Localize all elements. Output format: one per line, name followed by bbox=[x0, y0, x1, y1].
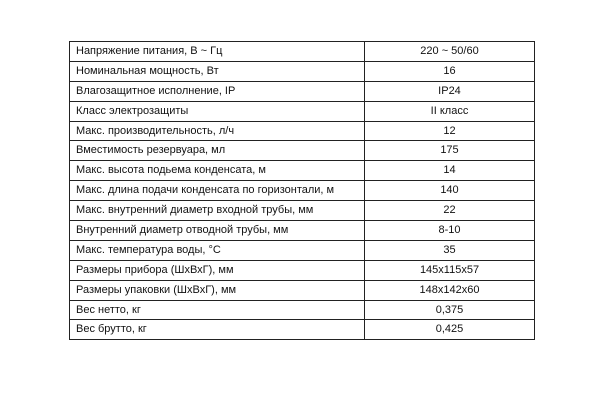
param-cell: Влагозащитное исполнение, IP bbox=[70, 81, 365, 101]
value-cell: 14 bbox=[365, 161, 535, 181]
param-cell: Напряжение питания, В ~ Гц bbox=[70, 42, 365, 62]
value-cell: 0,425 bbox=[365, 320, 535, 340]
table-row bbox=[70, 201, 535, 221]
param-cell: Вес брутто, кг bbox=[70, 320, 365, 340]
value-cell: 0,375 bbox=[365, 300, 535, 320]
table-row bbox=[70, 141, 535, 161]
spec-table bbox=[69, 41, 535, 340]
table-row bbox=[70, 300, 535, 320]
value-cell: 8-10 bbox=[365, 221, 535, 241]
param-cell: Макс. производительность, л/ч bbox=[70, 121, 365, 141]
table-row bbox=[70, 161, 535, 181]
table-row bbox=[70, 101, 535, 121]
param-cell: Класс электрозащиты bbox=[70, 101, 365, 121]
value-cell: 148x142x60 bbox=[365, 280, 535, 300]
value-cell: 140 bbox=[365, 181, 535, 201]
value-cell: 35 bbox=[365, 240, 535, 260]
param-cell: Макс. высота подьема конденсата, м bbox=[70, 161, 365, 181]
param-cell: Номинальная мощность, Вт bbox=[70, 61, 365, 81]
spec-table-body bbox=[70, 42, 535, 340]
table-row bbox=[70, 121, 535, 141]
param-cell: Вес нетто, кг bbox=[70, 300, 365, 320]
param-cell: Вместимость резервуара, мл bbox=[70, 141, 365, 161]
value-cell: II класс bbox=[365, 101, 535, 121]
value-cell: IP24 bbox=[365, 81, 535, 101]
value-cell: 175 bbox=[365, 141, 535, 161]
param-cell: Внутренний диаметр отводной трубы, мм bbox=[70, 221, 365, 241]
value-cell: 16 bbox=[365, 61, 535, 81]
value-cell: 145x115x57 bbox=[365, 260, 535, 280]
table-row bbox=[70, 42, 535, 62]
param-cell: Размеры упаковки (ШхВхГ), мм bbox=[70, 280, 365, 300]
param-cell: Макс. внутренний диаметр входной трубы, мм bbox=[70, 201, 365, 221]
table-row bbox=[70, 181, 535, 201]
table-row bbox=[70, 240, 535, 260]
table-row bbox=[70, 260, 535, 280]
value-cell: 220 ~ 50/60 bbox=[365, 42, 535, 62]
table-row bbox=[70, 280, 535, 300]
param-cell: Макс. длина подачи конденсата по горизонтали, м bbox=[70, 181, 365, 201]
table-row bbox=[70, 81, 535, 101]
param-cell: Размеры прибора (ШхВхГ), мм bbox=[70, 260, 365, 280]
table-row bbox=[70, 61, 535, 81]
table-row bbox=[70, 320, 535, 340]
param-cell: Макс. температура воды, °С bbox=[70, 240, 365, 260]
value-cell: 22 bbox=[365, 201, 535, 221]
table-row bbox=[70, 221, 535, 241]
value-cell: 12 bbox=[365, 121, 535, 141]
